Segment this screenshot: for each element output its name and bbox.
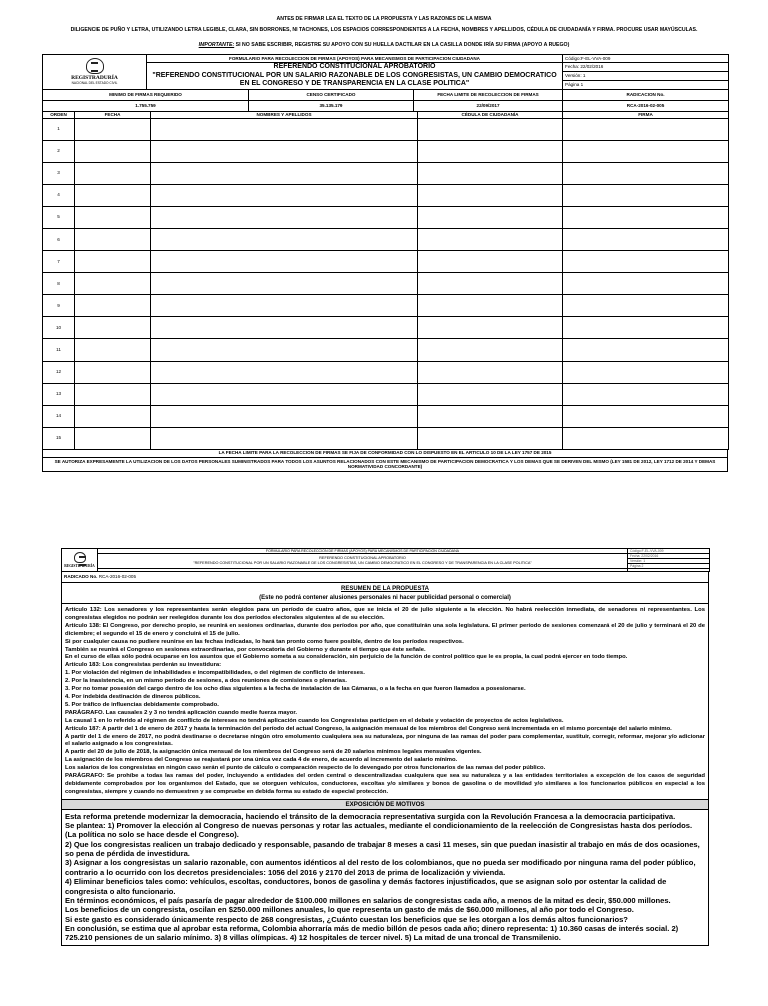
coat-of-arms-icon bbox=[86, 58, 104, 74]
logo-name-2: REGISTRADURÍA bbox=[64, 564, 95, 568]
fecha-cell[interactable] bbox=[75, 405, 151, 427]
fecha-cell[interactable] bbox=[75, 273, 151, 295]
resumen-paragraph: PARÁGRAFO. Las causales 2 y 3 no tendrá aplicación cuando medie fuerza mayor. bbox=[65, 709, 297, 716]
firma-cell[interactable] bbox=[563, 361, 729, 383]
signature-row bbox=[43, 184, 729, 206]
signature-row bbox=[43, 206, 729, 228]
resumen-paragraph: Artículo 132: Los senadores y los representantes serán elegidos para un período de cuatro años, que se inicia el 20 de julio siguiente a la elección. No habrá reelección inmediata, de senadores ni representantes. Los congresistas elegidos no podrán ser reelegidos durante los dos períodos electorales siguientes al de su elección. bbox=[65, 607, 705, 621]
nombres-cell[interactable] bbox=[151, 295, 418, 317]
cedula-cell[interactable] bbox=[418, 317, 563, 339]
row-number: 1 bbox=[43, 118, 75, 140]
resumen-paragraph: En el curso de ellas sólo podrá ocuparse en los asuntos que el Gobierno someta a su consideración, sin perjuicio de la función de control político que le es propia, la cual podrá ejercer en todo tiempo. bbox=[65, 654, 628, 661]
nombres-cell[interactable] bbox=[151, 162, 418, 184]
firma-cell[interactable] bbox=[563, 383, 729, 405]
firma-cell[interactable] bbox=[563, 162, 729, 184]
coat-of-arms-icon-2 bbox=[74, 552, 86, 563]
signature-row bbox=[43, 140, 729, 162]
cedula-cell[interactable] bbox=[418, 295, 563, 317]
importante-line bbox=[30, 42, 738, 49]
nombres-cell[interactable] bbox=[151, 317, 418, 339]
col-firma: FIRMA bbox=[563, 111, 729, 118]
row-number: 3 bbox=[43, 162, 75, 184]
exposicion-body bbox=[62, 809, 709, 945]
firma-cell[interactable] bbox=[563, 140, 729, 162]
nombres-cell[interactable] bbox=[151, 251, 418, 273]
label-minimo: MINIMO DE FIRMAS REQUERIDO bbox=[43, 89, 249, 100]
resumen-paragraph: A partir del 1 de enero de 2017, no podrá destinarse o decretarse ningún otro emolumento cualquiera sea su naturaleza, por ninguna de las ramas del poder para complementar, sustituir, corregir, reformar, mejorar y/o adicionar el salario asignado a los congresistas. bbox=[65, 733, 705, 748]
label-fecha-limite: FECHA LIMITE DE RECOLECCION DE FIRMAS bbox=[414, 89, 563, 100]
resumen-paragraph: Artículo 138: El Congreso, por derecho propio, se reunirá en sesiones ordinarias, durante dos períodos por año, que constituirán una sola legislatura. El primer período de sesiones comenzará el 20 de julio y terminará el 20 de diciembre; el segundo el 15 de enero y concluirá el 15 de julio. bbox=[65, 622, 705, 637]
fecha-cell[interactable] bbox=[75, 295, 151, 317]
logo-sub: NACIONAL DEL ESTADO CIVIL bbox=[71, 81, 118, 86]
nombres-cell[interactable] bbox=[151, 206, 418, 228]
row-number: 8 bbox=[43, 273, 75, 295]
fecha-cell[interactable] bbox=[75, 427, 151, 449]
form-title-1: REFERENDO CONSTITUCIONAL APROBATORIO bbox=[273, 63, 436, 70]
fecha-doc: Fecha: 22/02/2016 bbox=[563, 63, 729, 72]
exposicion-header: EXPOSICIÓN DE MOTIVOS bbox=[62, 799, 709, 809]
exposicion-paragraph: Se plantea: 1) Promover la elección al Congreso de nuevas personas y rotar las actuales, mediante el condicionamiento de la reelección de Congresistas hasta dos períodos. (La política no solo se hace desde el Congreso). bbox=[65, 821, 693, 840]
row-number: 14 bbox=[43, 405, 75, 427]
label-censo: CENSO CERTIFICADO bbox=[249, 89, 414, 100]
label-radicacion: RADICACION No. bbox=[563, 89, 729, 100]
row-number: 15 bbox=[43, 427, 75, 449]
cedula-cell[interactable] bbox=[418, 427, 563, 449]
cedula-cell[interactable] bbox=[418, 162, 563, 184]
form-title-2: "REFERENDO CONSTITUCIONAL POR UN SALARIO RAZONABLE DE LOS CONGRESISTAS, UN CAMBIO DEMOCRATICO EN EL CONGRESO Y DE TRANSPARENCIA EN LA CLASE POLITICA" bbox=[152, 71, 557, 87]
firma-cell[interactable] bbox=[563, 206, 729, 228]
value-minimo: 1.755.759 bbox=[43, 100, 249, 111]
row-number: 12 bbox=[43, 361, 75, 383]
signature-row bbox=[43, 339, 729, 361]
firma-cell[interactable] bbox=[563, 228, 729, 250]
resumen-paragraph: Los salarios de los congresistas en ningún caso serán el punto de cálculo o comparación respecto de lo devengado por otros funcionarios de las ramas del poder público. bbox=[65, 765, 546, 772]
row-number: 9 bbox=[43, 295, 75, 317]
exposicion-paragraph: En términos económicos, el país pasaría de pagar alrededor de $100.000 millones en salarios de congresistas cada año, a menos de la mitad es decir, $50.000 millones. bbox=[65, 895, 671, 905]
form-header-line: FORMULARIO PARA RECOLECCION DE FIRMAS (APOYOS) PARA MECANISMOS DE PARTICIPACION CIUDADANA bbox=[147, 55, 563, 63]
nombres-cell[interactable] bbox=[151, 228, 418, 250]
value-radicacion: RCA-2016-02-005 bbox=[563, 100, 729, 111]
codigo: Código:F-EL-VVA-009 bbox=[563, 55, 729, 63]
resumen-header bbox=[62, 583, 709, 604]
firma-cell[interactable] bbox=[563, 118, 729, 140]
nombres-cell[interactable] bbox=[151, 140, 418, 162]
cedula-cell[interactable] bbox=[418, 206, 563, 228]
value-censo: 35.135.179 bbox=[249, 100, 414, 111]
registraduria-logo-2 bbox=[64, 552, 95, 568]
fecha-cell[interactable] bbox=[75, 339, 151, 361]
cedula-cell[interactable] bbox=[418, 184, 563, 206]
nombres-cell[interactable] bbox=[151, 184, 418, 206]
cedula-cell[interactable] bbox=[418, 251, 563, 273]
fecha-cell[interactable] bbox=[75, 184, 151, 206]
nombres-cell[interactable] bbox=[151, 361, 418, 383]
page2-pagina: Página 2 bbox=[628, 564, 710, 569]
resumen-paragraph: La causal 1 en lo referido al régimen de conflicto de intereses no tendrá aplicación cuando los Congresistas participen en el debate y votación de proyectos de actos legislativos. bbox=[65, 717, 564, 724]
signature-table-header bbox=[43, 111, 729, 118]
logo-cell bbox=[43, 55, 147, 90]
resumen-paragraph: Artículo 183: Los congresistas perderán su investidura: bbox=[65, 662, 222, 669]
exposicion-paragraph: 2) Que los congresistas realicen un trabajo dedicado y responsable, pasando de trabajar 8 meses a casi 11 meses, sin que puedan inasistir al trabajo en más de dos ocasiones, so pena de pérdida de investidura. bbox=[65, 839, 700, 859]
logo-name: REGISTRADURÍA bbox=[71, 75, 118, 82]
firma-cell[interactable] bbox=[563, 339, 729, 361]
firma-cell[interactable] bbox=[563, 427, 729, 449]
logo-cell-2 bbox=[62, 549, 98, 572]
fecha-cell[interactable] bbox=[75, 140, 151, 162]
exposicion-paragraph: Los beneficios de un congresista, oscilan en $250.000 millones anuales, lo que representa un gasto de más de $60.000 millones, al año por todo el Congreso. bbox=[65, 905, 634, 915]
page2-version: Versión: 1 bbox=[628, 559, 710, 564]
firma-cell[interactable] bbox=[563, 251, 729, 273]
radicado-value: RCA-2016-02-005 bbox=[98, 574, 137, 579]
signature-row bbox=[43, 295, 729, 317]
signature-row bbox=[43, 162, 729, 184]
importante-text: SI NO SABE ESCRIBIR, REGISTRE SU APOYO CON SU HUELLA DACTILAR EN LA CASILLA DONDE IRÍA SU FIRMA (APOYO A RUEGO) bbox=[235, 42, 570, 48]
fecha-cell[interactable] bbox=[75, 251, 151, 273]
radicado-row bbox=[62, 572, 709, 583]
nombres-cell[interactable] bbox=[151, 405, 418, 427]
cedula-cell[interactable] bbox=[418, 273, 563, 295]
page2-title-1: REFERENDO CONSTITUCIONAL APROBATORIO bbox=[319, 556, 406, 560]
signature-row bbox=[43, 361, 729, 383]
signature-row bbox=[43, 383, 729, 405]
cedula-cell[interactable] bbox=[418, 228, 563, 250]
fecha-cell[interactable] bbox=[75, 118, 151, 140]
row-number: 2 bbox=[43, 140, 75, 162]
resumen-paragraph: A partir del 20 de julio de 2018, la asignación única mensual de los miembros del Congreso será de 20 salarios mínimos legales mensuales vigentes. bbox=[65, 749, 482, 756]
page2-codigo: Código:F-EL-VVA-009 bbox=[628, 549, 710, 554]
exposicion-paragraph: 3) Asignar a los congresistas un salario razonable, con aumentos idénticos al del resto de los colombianos, que no pueda ser modificado por ninguna rama del poder público, contrario a lo ocurrido con los decretos presidenciales: 1056 del 2016 y 2170 del 2013 de prima de localización y vivienda. bbox=[65, 858, 696, 877]
signature-row bbox=[43, 273, 729, 295]
cedula-cell[interactable] bbox=[418, 361, 563, 383]
row-number: 13 bbox=[43, 383, 75, 405]
importante-label: IMPORTANTE: bbox=[198, 42, 235, 48]
page2-header-table bbox=[61, 548, 710, 572]
form-footer-table bbox=[42, 449, 728, 472]
resumen-paragraph: Si por cualquier causa no pudiere reunirse en las fechas indicadas, lo hará tan pronto como fuere posible, dentro de los períodos respectivos. bbox=[65, 638, 464, 645]
registraduria-logo bbox=[45, 58, 144, 85]
fecha-cell[interactable] bbox=[75, 228, 151, 250]
row-number: 10 bbox=[43, 317, 75, 339]
instruction-line-2: DILIGENCIE DE PUÑO Y LETRA, UTILIZANDO LETRA LEGIBLE, CLARA, SIN BORRONES, NI TACHONES, LOS ESPACIOS CORRESPONDIENTES A LA FECHA, NOMBRES Y APELLIDOS, CÉDULA DE CIUDADANÍA Y FIRMA. PROCURE USAR MAYÚSCULAS. bbox=[70, 27, 698, 33]
col-nombres: NOMBRES Y APELLIDOS bbox=[151, 111, 418, 118]
col-orden: ORDEN bbox=[43, 111, 75, 118]
instruction-line-1: ANTES DE FIRMAR LEA EL TEXTO DE LA PROPUESTA Y LAS RAZONES DE LA MISMA bbox=[276, 16, 492, 22]
signature-row bbox=[43, 118, 729, 140]
resumen-paragraph: También se reunirá el Congreso en sesiones extraordinarias, por convocatoria del Gobierno y durante el tiempo que éste señale. bbox=[65, 646, 426, 653]
resumen-paragraph: 4. Por indebida destinación de dineros públicos. bbox=[65, 693, 201, 700]
page2-content-table bbox=[61, 571, 709, 946]
resumen-paragraph: 1. Por violación del régimen de inhabilidades e incompatibilidades, o del régimen de conflicto de intereses. bbox=[65, 670, 365, 677]
cedula-cell[interactable] bbox=[418, 339, 563, 361]
signature-row bbox=[43, 405, 729, 427]
resumen-paragraph: La asignación de los miembros del Congreso se reajustará por una única vez cada 4 de enero, de acuerdo al incremento del salario mínimo. bbox=[65, 757, 458, 764]
footer-note-1: LA FECHA LIMITE PARA LA RECOLECCION DE FIRMAS SE FIJA DE CONFORMIDAD CON LO DISPUESTO EN EL ARTICULO 10 DE LA LEY 1757 DE 2015 bbox=[43, 449, 728, 457]
exposicion-paragraph: En conclusión, se estima que al aprobar esta reforma, Colombia ahorraría más de medio billón de pesos cada año; dinero representa: 1) 10.360 casas de interés social. 2) 725.210 pensiones de un salario mínimo. 3) 8 villas olímpicas. 4) 12 hospitales de tercer nivel. 5) La mitad de una troncal de Transmilenio. bbox=[65, 923, 679, 943]
form-title bbox=[147, 63, 563, 90]
fecha-cell[interactable] bbox=[75, 206, 151, 228]
nombres-cell[interactable] bbox=[151, 383, 418, 405]
col-fecha: FECHA bbox=[75, 111, 151, 118]
signature-table bbox=[42, 111, 729, 450]
firma-cell[interactable] bbox=[563, 317, 729, 339]
form-header-table bbox=[42, 54, 729, 112]
signature-row bbox=[43, 317, 729, 339]
nombres-cell[interactable] bbox=[151, 273, 418, 295]
exposicion-paragraph: Esta reforma pretende modernizar la democracia, haciendo el tránsito de la democracia representativa surgida con la Revolución Francesa a la democracia participativa. bbox=[65, 811, 676, 821]
resumen-body bbox=[62, 604, 709, 800]
value-fecha-limite: 22/09/2017 bbox=[414, 100, 563, 111]
row-number: 11 bbox=[43, 339, 75, 361]
firma-cell[interactable] bbox=[563, 273, 729, 295]
row-number: 6 bbox=[43, 228, 75, 250]
cedula-cell[interactable] bbox=[418, 140, 563, 162]
fecha-cell[interactable] bbox=[75, 317, 151, 339]
resumen-title: RESUMEN DE LA PROPUESTA bbox=[340, 586, 429, 592]
exposicion-paragraph: Si este gasto es considerado únicamente respecto de 268 congresistas, ¿Cuánto cuestan los beneficios que se les otorgan a los demás altos funcionarios? bbox=[65, 914, 628, 924]
resumen-sub: (Este no podrá contener alusiones personales ni hacer publicidad personal o comercial) bbox=[259, 595, 511, 601]
page2-fecha: Fecha: 22/02/2016 bbox=[628, 554, 710, 559]
fecha-cell[interactable] bbox=[75, 383, 151, 405]
exposicion-paragraph: 4) Eliminar beneficios tales como: vehículos, escoltas, conductores, bonos de gasolina y demás factores injustificados, que se asignan solo por ostentar la calidad de congresista o alto funcionario. bbox=[65, 877, 667, 896]
cedula-cell[interactable] bbox=[418, 118, 563, 140]
page2-title bbox=[98, 554, 628, 569]
cedula-cell[interactable] bbox=[418, 405, 563, 427]
fecha-cell[interactable] bbox=[75, 361, 151, 383]
radicado-label: RADICADO No. bbox=[64, 574, 98, 579]
row-number: 5 bbox=[43, 206, 75, 228]
signature-row bbox=[43, 427, 729, 449]
cedula-cell[interactable] bbox=[418, 383, 563, 405]
resumen-paragraph: 3. Por no tomar posesión del cargo dentro de los ocho días siguientes a la fecha de instalación de las Cámaras, o a la fecha en que fueron llamados a posesionarse. bbox=[65, 686, 526, 693]
fecha-cell[interactable] bbox=[75, 162, 151, 184]
firma-cell[interactable] bbox=[563, 405, 729, 427]
resumen-paragraph: 2. Por la inasistencia, en un mismo período de sesiones, a dos reuniones de comisiones o plenarias. bbox=[65, 678, 347, 685]
nombres-cell[interactable] bbox=[151, 427, 418, 449]
pagina: Página 1 bbox=[563, 80, 729, 89]
nombres-cell[interactable] bbox=[151, 339, 418, 361]
version: Versión: 1 bbox=[563, 71, 729, 80]
footer-note-2: SE AUTORIZA EXPRESAMENTE LA UTILIZACION DE LOS DATOS PERSONALES SUMINISTRADOS PARA TODOS LOS ASUNTOS RELACIONADOS CON ESTE MECANISMO DE PARTICIPACION DEMOCRATICA Y LOS DEMAS QUE SE DERIVEN DEL MISMO (LEY 1581 DE 2012, LEY 1712 DE 2014 Y DEMAS NORMATIVIDAD CONCORDANTE) bbox=[43, 457, 728, 471]
page2-title-2: "REFERENDO CONSTITUCIONAL POR UN SALARIO RAZONABLE DE LOS CONGRESISTAS, UN CAMBIO DEMOCRATICO EN EL CONGRESO Y DE TRANSPARENCIA EN LA CLASE POLITICA" bbox=[193, 561, 532, 565]
signature-row bbox=[43, 251, 729, 273]
resumen-paragraph: Artículo 187: A partir del 1 de enero de 2017 y hasta la terminación del período del actual Congreso, la asignación mensual de los miembros del Congreso será incrementada en el mismo porcentaje del salario mínimo. bbox=[65, 725, 672, 732]
row-number: 7 bbox=[43, 251, 75, 273]
nombres-cell[interactable] bbox=[151, 118, 418, 140]
resumen-paragraph: PARÁGRAFO: Se prohíbe a todas las ramas del poder, incluyendo a entidades del orden central o descentralizadas cualquiera que sea su naturaleza y a las entidades territoriales a excepción de los casos de seguridad debidamente comprobados por los organismos del Estado, que se otorguen vehículos, conductores, escoltas y/o similares y bonos de gasolina o de movilidad y/o similares a los funcionarios públicos en especial a los congresistas, siempre y cuando no demuestren y se compruebe en debida forma su estado de especial protección. bbox=[65, 773, 705, 795]
page-2 bbox=[61, 548, 709, 946]
resumen-paragraph: 5. Por tráfico de influencias debidamente comprobado. bbox=[65, 701, 219, 708]
firma-cell[interactable] bbox=[563, 184, 729, 206]
signature-row bbox=[43, 228, 729, 250]
col-cedula: CÉDULA DE CIUDADANÍA bbox=[418, 111, 563, 118]
firma-cell[interactable] bbox=[563, 295, 729, 317]
row-number: 4 bbox=[43, 184, 75, 206]
page2-header-line: FORMULARIO PARA RECOLECCION DE FIRMAS (APOYOS) PARA MECANISMOS DE PARTICIPACION CIUDADANA bbox=[98, 549, 628, 554]
signature-form bbox=[42, 54, 728, 472]
